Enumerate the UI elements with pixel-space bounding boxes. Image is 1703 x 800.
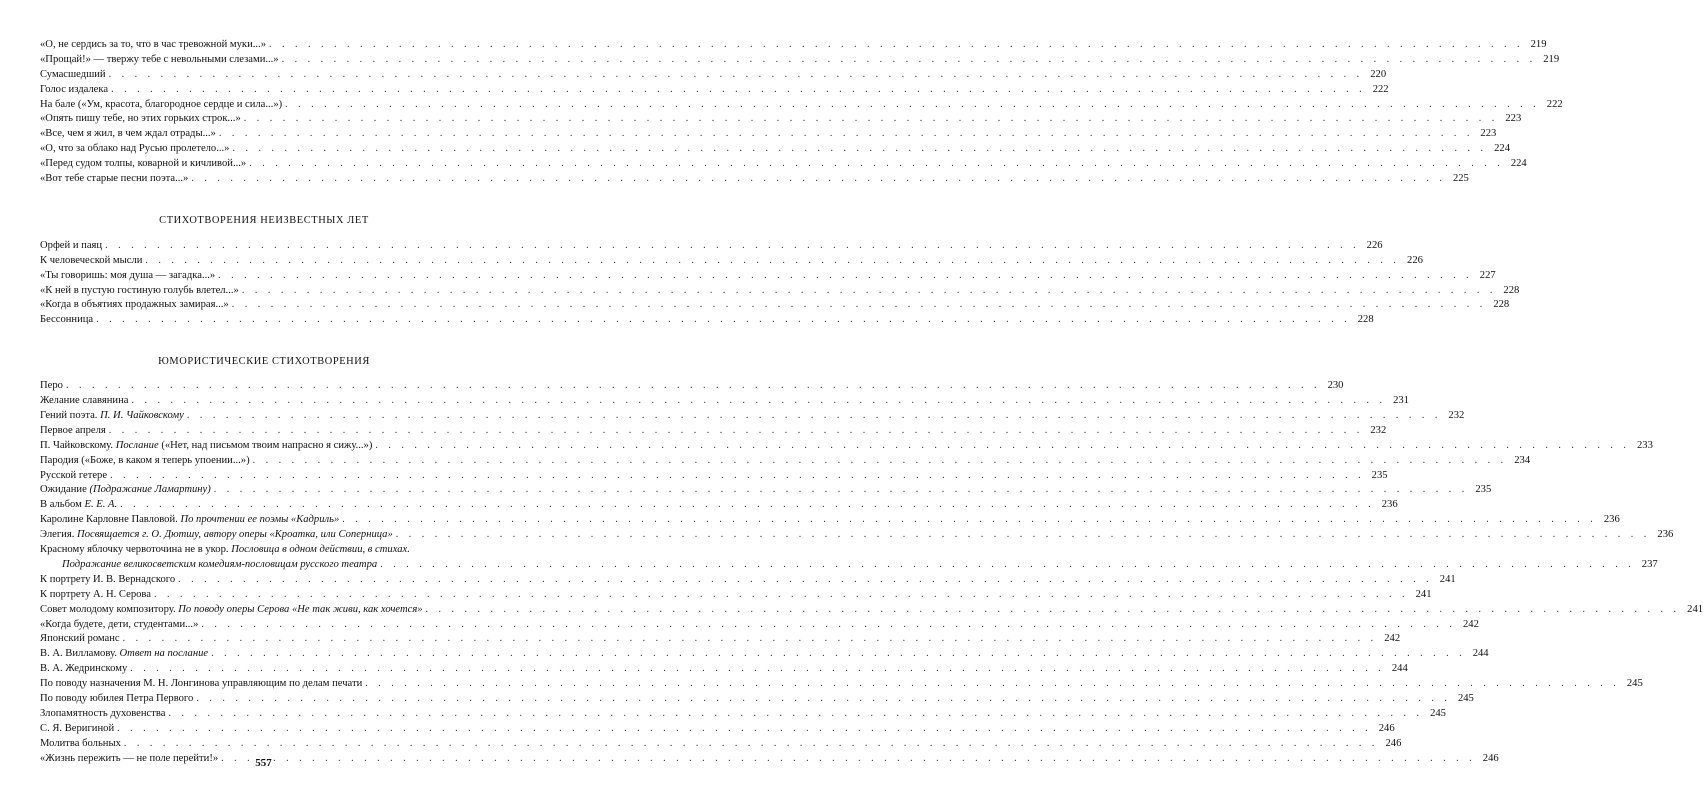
toc-entry-title-text: Злопамятность духовенства: [40, 707, 166, 719]
toc-entry-title-text: В альбом: [40, 499, 82, 511]
toc-entry: [40, 112, 1522, 127]
toc-entry-title-text: К портрету И. В. Вернадского: [40, 573, 176, 585]
dot-leader: [375, 439, 1630, 454]
toc-entry: [40, 127, 1497, 142]
toc-entry-page: 226: [1366, 239, 1383, 251]
toc-entry-title-text: Ожидание: [40, 484, 87, 496]
dot-leader: [211, 647, 1466, 662]
dot-leader: [187, 409, 1442, 424]
toc-entry-page: 234: [1514, 454, 1531, 466]
toc-entry-title-text: «Вот тебе старые песни поэта...»: [40, 173, 189, 185]
toc-entry-page: 246: [1378, 722, 1395, 734]
dot-leader: [110, 469, 1365, 484]
toc-entry-page: 226: [1407, 254, 1423, 266]
toc-entry-title: [40, 172, 188, 187]
toc-entry-title-text: Русской гетере: [40, 469, 108, 481]
dot-leader: [196, 692, 1451, 707]
toc-entry-page: 231: [1393, 395, 1409, 407]
toc-entry: [40, 573, 1456, 588]
toc-entry-page: 236: [1657, 529, 1674, 541]
toc-entry-page: 228: [1503, 284, 1520, 296]
dot-leader: [232, 142, 1487, 157]
toc-entry-title: [40, 269, 215, 284]
dot-leader: [242, 284, 1497, 299]
toc-entry: [40, 313, 1374, 328]
toc-entry-page: 245: [1430, 707, 1446, 719]
toc-entry: [40, 298, 1510, 313]
toc-entry-title: [40, 409, 184, 424]
toc-entry-page: 242: [1384, 633, 1401, 645]
toc-entry-title: [40, 707, 165, 722]
dot-leader: [365, 677, 1620, 692]
toc-entry-title: [40, 68, 106, 83]
toc-entry-page: 242: [1462, 618, 1479, 630]
toc-entry: [40, 239, 1383, 254]
toc-entry-page: 244: [1472, 648, 1489, 660]
dot-leader: [380, 558, 1635, 573]
toc-entry-title-text: Голос издалека: [40, 83, 109, 95]
toc-entry-title-text: На бале («Ум, красота, благородное сердце и сила...»): [40, 98, 283, 110]
toc-entry-page: 232: [1370, 424, 1387, 436]
toc-section-early: [40, 38, 1563, 187]
toc-entry-title-text: «О, не сердись за то, что в час тревожной муки...»: [40, 39, 266, 50]
toc-entry-title: [40, 618, 198, 633]
toc-entry-title: [40, 439, 372, 454]
toc-entry-title-text: «К ней в пустую гостиную голубь влетел...»: [40, 284, 239, 296]
toc-entry-page: 246: [1385, 737, 1402, 749]
toc-entry-page: 230: [1327, 380, 1344, 392]
toc-entry-title-text: Бессонница: [40, 314, 94, 326]
toc-entry-title-text: Сумасшедший: [40, 68, 106, 80]
toc-entry-page: 235: [1371, 469, 1388, 481]
toc-entry-title: [40, 573, 175, 588]
toc-entry-title: [40, 98, 282, 113]
toc-entry: [40, 424, 1387, 439]
toc-entry-title: [40, 454, 250, 469]
dot-leader: [342, 513, 1597, 528]
toc-entry-title: [40, 677, 362, 692]
toc-entry-page: 223: [1505, 113, 1522, 125]
toc-entry-title: [40, 127, 216, 142]
toc-entry-title: [40, 722, 114, 737]
dot-leader: [124, 737, 1379, 752]
toc-entry-title: [40, 469, 107, 484]
toc-entry-title-italic: Ответ на послание: [119, 648, 209, 660]
dot-leader: [218, 269, 1473, 284]
toc-entry-title-italic: По прочтении ее поэмы «Кадриль»: [180, 514, 340, 526]
toc-entry-title-text: Каролине Карловне Павловой.: [40, 514, 178, 526]
toc-entry: [40, 254, 1423, 269]
toc-entry-title: [40, 662, 127, 677]
toc-entry-title-italic: Пословица в одном действии, в стихах.: [231, 544, 410, 556]
toc-entry: [40, 618, 1479, 633]
toc-entry: [40, 677, 1643, 692]
toc-entry: [40, 737, 1402, 752]
toc-entry-title: [40, 647, 208, 662]
toc-entry-page: 236: [1381, 499, 1398, 511]
toc-entry: [40, 98, 1563, 113]
dot-leader: [105, 239, 1360, 254]
toc-entry-page: 246: [1482, 752, 1499, 764]
toc-entry: [40, 157, 1527, 172]
toc-entry-title-text: «Все, чем я жил, в чем ждал отрады...»: [40, 128, 216, 140]
dot-leader: [111, 83, 1366, 98]
toc-entry-title-italic: Посвящается г. О. Дютшу, автору оперы «Кроатка, или Соперница»: [77, 529, 393, 541]
toc-entry: [40, 558, 1658, 573]
toc-entry: [40, 439, 1653, 454]
toc-entry: [40, 483, 1492, 498]
toc-entry-title-text: Элегия.: [40, 529, 75, 541]
toc-entry-title-text: «Опять пишу тебе, но этих горьких строк...»: [40, 113, 241, 125]
toc-entry-title: [40, 424, 106, 439]
toc-entry-title-text: «Когда в объятиях продажных замирая...»: [40, 299, 229, 311]
dot-leader: [396, 528, 1651, 543]
toc-entry-page: 219: [1543, 53, 1560, 65]
toc-entry-page: 232: [1448, 410, 1465, 422]
toc-entry-title-text: В. А. Жедринскому: [40, 663, 128, 675]
toc-entry-title-text: Желание славянина: [40, 395, 129, 407]
dot-leader: [253, 454, 1508, 469]
toc-entry-page: 223: [1480, 128, 1497, 140]
toc-entry: [40, 379, 1344, 394]
toc-entry-page: 224: [1494, 143, 1510, 155]
toc-entry-title-text: П. Чайковскому.: [40, 439, 114, 451]
toc-entry-title: [40, 38, 266, 53]
toc-entry-title-italic: Е. Е. А.: [84, 499, 118, 511]
toc-entry-title-italic: Подражание великосветским комедиям-пословицам русского театра: [62, 558, 378, 570]
toc-entry-title-italic: По поводу оперы Серова «Не так живи, как хочется»: [178, 603, 423, 615]
section-heading-humorous: ЮМОРИСТИЧЕСКИЕ СТИХОТВОРЕНИЯ: [158, 356, 370, 368]
toc-entry-page: 225: [1452, 173, 1469, 185]
dot-leader: [109, 424, 1364, 439]
toc-entry-title-text: В. А. Вилламову.: [40, 648, 117, 660]
toc-entry: [40, 662, 1408, 677]
dot-leader: [269, 38, 1524, 53]
toc-entry-title-text: С. Я. Веригиной: [40, 722, 115, 734]
toc-entry-title-text: Японский романс: [40, 633, 120, 645]
toc-entry: [40, 543, 488, 558]
toc-entry-page: 224: [1510, 158, 1527, 170]
toc-entry: [40, 498, 1398, 513]
toc-entry-title-text: «О, что за облако над Русью пролетело...»: [40, 143, 230, 155]
dot-leader: [426, 603, 1681, 618]
toc-entry-page: 222: [1372, 83, 1389, 95]
toc-entry-page: 219: [1530, 39, 1547, 50]
toc-page: [40, 38, 1703, 766]
toc-entry-title-italic: (Подражание Ламартину): [89, 484, 211, 496]
toc-entry-title: [40, 112, 241, 127]
toc-entry-title-text: Пародия («Боже, в каком я теперь упоении...»): [40, 454, 250, 466]
toc-entry: [40, 632, 1401, 647]
section-heading-unknown-years: СТИХОТВОРЕНИЯ НЕИЗВЕСТНЫХ ЛЕТ: [159, 214, 369, 226]
dot-leader: [66, 379, 1321, 394]
toc-entry-title-text: По поводу назначения М. Н. Лонгинова управляющим по делам печати: [40, 678, 363, 690]
toc-entry-title: [40, 254, 142, 269]
dot-leader: [109, 68, 1364, 83]
toc-entry-title: [40, 632, 120, 647]
toc-entry-title-text: К человеческой мысли: [40, 254, 143, 266]
toc-entry: [40, 409, 1465, 424]
toc-entry-title-text: Молитва больных: [40, 737, 121, 749]
dot-leader: [219, 127, 1474, 142]
toc-entry-title-italic: Послание: [115, 439, 159, 451]
toc-entry-title: [40, 157, 246, 172]
toc-entry-title: [40, 394, 128, 409]
toc-entry-title-text: Красному яблочку червоточина не в укор.: [40, 544, 229, 556]
dot-leader: [123, 632, 1378, 647]
dot-leader: [131, 394, 1386, 409]
toc-entry-title-text: Первое апреля: [40, 424, 106, 436]
toc-entry-page: 235: [1475, 484, 1492, 496]
toc-entry-title: [40, 498, 117, 513]
toc-entry: [40, 513, 1620, 528]
dot-leader: [96, 313, 1351, 328]
page-number: 557: [255, 757, 272, 769]
toc-entry-page: 228: [1493, 299, 1510, 311]
dot-leader: [244, 112, 1499, 127]
toc-entry-page: 222: [1546, 98, 1563, 110]
dot-leader: [285, 98, 1540, 113]
toc-entry-page: 244: [1391, 663, 1408, 675]
toc-entry-title-text: «Перед судом толпы, коварной и кичливой...»: [40, 158, 247, 170]
toc-entry-title-italic: П. И. Чайковскому: [100, 410, 184, 422]
toc-entry: [40, 394, 1409, 409]
toc-entry: [40, 142, 1510, 157]
toc-entry-title: [40, 692, 193, 707]
dot-leader: [191, 172, 1446, 187]
toc-entry-title: [40, 513, 339, 528]
dot-leader: [214, 483, 1469, 498]
toc-entry-title-text: Гений поэта.: [40, 410, 98, 422]
toc-entry: [40, 172, 1469, 187]
toc-entry-page: 228: [1357, 314, 1374, 326]
toc-entry-title-text: «Жизнь пережить — не поле перейти!»: [40, 752, 219, 764]
toc-entry: [40, 83, 1389, 98]
toc-entry-title: [40, 313, 93, 328]
toc-entry-title: [40, 528, 393, 543]
toc-entry-title: [40, 483, 211, 498]
toc-entry-page: 227: [1479, 269, 1496, 281]
toc-entry-title-text: К портрету А. Н. Серова: [40, 588, 151, 600]
toc-entry-page: 236: [1603, 514, 1620, 526]
toc-entry: [40, 269, 1496, 284]
toc-entry-title-text: «Ты говоришь: моя душа — загадка...»: [40, 269, 216, 281]
toc-entry-title: [40, 737, 121, 752]
toc-entry: [40, 647, 1489, 662]
toc-entry-page: 220: [1370, 68, 1387, 80]
toc-entry-title: [40, 298, 229, 313]
toc-entry-page: 237: [1641, 558, 1658, 570]
toc-entry: [40, 284, 1520, 299]
toc-entry-title-text: Орфей и паяц: [40, 239, 103, 251]
toc-entry-title: [40, 379, 63, 394]
toc-entry-page: 241: [1439, 573, 1456, 585]
toc-entry: [40, 588, 1432, 603]
toc-entry-title: [40, 142, 229, 157]
toc-entry-title-text: Перо: [40, 380, 63, 392]
toc-entry-title-text: «Прощай!» — твержу тебе с невольными слезами...»: [40, 53, 279, 65]
toc-entry: [40, 454, 1531, 469]
dot-leader: [120, 498, 1375, 513]
toc-entry: [40, 53, 1560, 68]
toc-entry-title: [40, 603, 423, 618]
toc-entry-page: 241: [1687, 603, 1703, 615]
dot-leader: [145, 254, 1400, 269]
toc-entry-title-tail: («Нет, над письмом твоим напрасно я сижу...»): [161, 439, 373, 451]
toc-entry-page: 245: [1626, 678, 1643, 690]
toc-entry-title: [40, 588, 151, 603]
toc-entry-title: [40, 558, 377, 573]
toc-section-humorous: [40, 379, 1703, 766]
toc-entry-title: [40, 284, 239, 299]
toc-entry-title: [40, 53, 279, 68]
dot-leader: [117, 722, 1372, 737]
dot-leader: [130, 662, 1385, 677]
toc-entry: [40, 38, 1547, 53]
dot-leader: [168, 707, 1423, 722]
toc-entry-title: [40, 239, 102, 254]
toc-entry: [40, 707, 1446, 722]
toc-entry-title-text: По поводу юбилея Петра Первого: [40, 692, 194, 704]
toc-entry: [40, 469, 1388, 484]
toc-entry-page: 245: [1457, 692, 1474, 704]
dot-leader: [201, 618, 1456, 633]
toc-entry: [40, 603, 1703, 618]
dot-leader: [249, 157, 1504, 172]
toc-entry-title: [40, 543, 410, 558]
toc-entry-title-text: Совет молодому композитору.: [40, 603, 176, 615]
dot-leader: [232, 298, 1487, 313]
toc-entry: [40, 722, 1395, 737]
dot-leader: [282, 53, 1537, 68]
toc-entry: [40, 528, 1674, 543]
toc-entry-page: 241: [1415, 588, 1432, 600]
toc-entry-title: [40, 83, 108, 98]
toc-entry: [40, 692, 1474, 707]
toc-section-unknown-years: [40, 239, 1520, 328]
toc-entry: [40, 68, 1387, 83]
toc-entry-page: 233: [1636, 439, 1653, 451]
dot-leader: [154, 588, 1409, 603]
dot-leader: [178, 573, 1433, 588]
toc-entry-title-text: «Когда будете, дети, студентами...»: [40, 618, 199, 630]
